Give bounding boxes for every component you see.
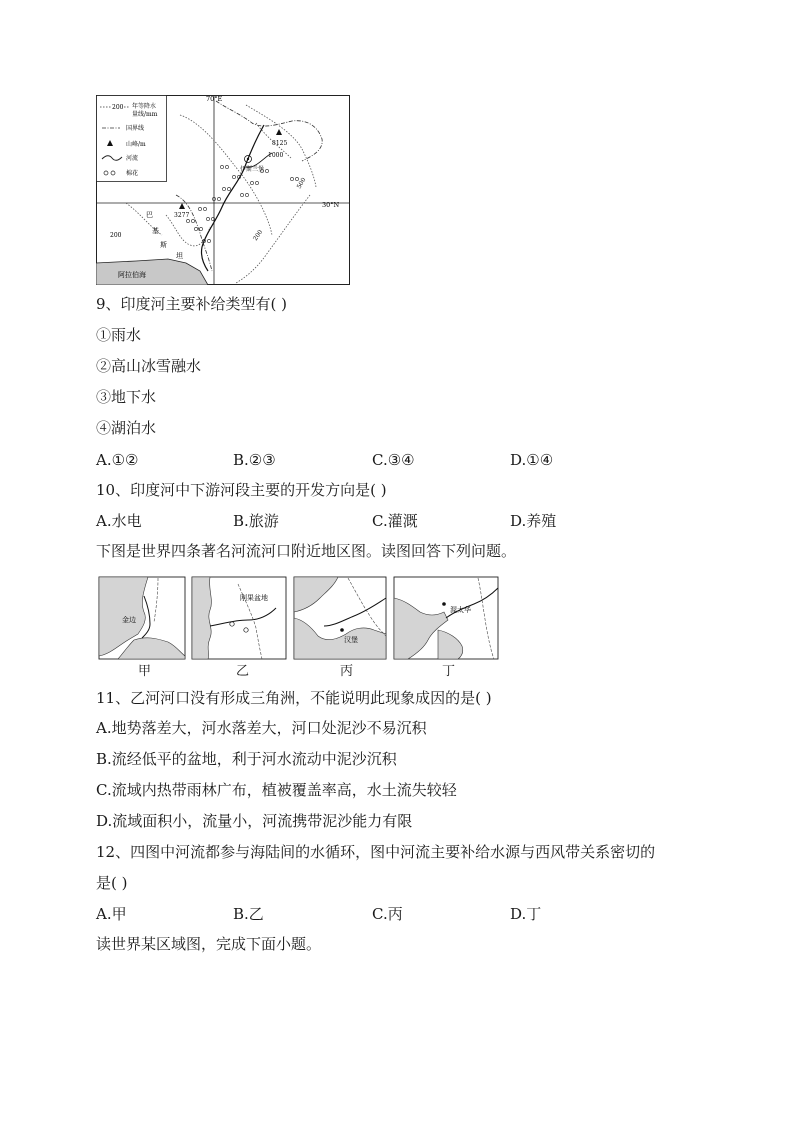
- q12-option-b[interactable]: B.乙: [233, 905, 264, 923]
- q9-option-a[interactable]: A.①②: [96, 451, 139, 469]
- panel-label-yi: 乙: [236, 664, 250, 679]
- panel-jia-map: [99, 577, 185, 659]
- meridian-label: 70°E: [206, 95, 223, 103]
- panel-label-ding: 丁: [442, 664, 456, 679]
- panel-yi-map: [192, 577, 286, 659]
- q11-option-c[interactable]: C.流域内热带雨林广布，植被覆盖率高，水土流失较轻: [96, 781, 457, 799]
- q12-option-a[interactable]: A.甲: [96, 905, 127, 923]
- legend-cotton: 棉花: [126, 170, 139, 177]
- legend-peak: 山峰/m: [126, 141, 146, 148]
- legend-isohyet-text: 年等降水: [132, 103, 157, 110]
- q9-item-2: ②高山冰雪融水: [96, 357, 202, 375]
- city-label: 伊斯兰堡: [240, 166, 265, 173]
- q11-option-d[interactable]: D.流域面积小，流量小，河流携带泥沙能力有限: [96, 812, 413, 830]
- panel-label-jia: 甲: [138, 664, 152, 679]
- legend-isohyet-unit: 量线/mm: [132, 111, 158, 118]
- q9-option-b[interactable]: B.②③: [233, 451, 276, 469]
- country-char-3: 斯: [160, 241, 167, 249]
- iso-200-left-label: 200: [110, 232, 122, 239]
- q10-option-d[interactable]: D.养殖: [510, 512, 557, 530]
- q12-stem-line-2: 是( ): [96, 874, 128, 892]
- label-jinbian: 金边: [122, 616, 136, 624]
- q9-item-4: ④湖泊水: [96, 419, 157, 437]
- iso-1000-label: 1000: [268, 152, 284, 159]
- iso-200-right-label: 200: [251, 228, 265, 243]
- q9-item-3: ③地下水: [96, 388, 157, 406]
- country-char-2: 基: [152, 227, 159, 235]
- q11-option-a[interactable]: A.地势落差大，河水落差大，河口处泥沙不易沉积: [96, 719, 427, 737]
- q9-option-c[interactable]: C.③④: [372, 451, 415, 469]
- q9-option-d[interactable]: D.①④: [510, 451, 554, 469]
- peak-3277-label: 3277: [174, 212, 190, 219]
- panel-bing-map: [294, 577, 386, 659]
- q11-stem: 11、乙河河口没有形成三角洲，不能说明此现象成因的是( ): [96, 689, 492, 707]
- q10-option-b[interactable]: B.旅游: [233, 512, 279, 530]
- q11-option-b[interactable]: B.流经低平的盆地，利于河水流动中泥沙沉积: [96, 750, 397, 768]
- panel-ding-map: [394, 577, 498, 659]
- intro-four-rivers: 下图是世界四条著名河流河口附近地区图。读图回答下列问题。: [96, 542, 517, 560]
- river-mouths-figure: [98, 576, 500, 682]
- country-char-4: 坦: [176, 252, 183, 260]
- q12-option-d[interactable]: D.丁: [510, 905, 542, 923]
- label-ottawa: 渥太华: [450, 606, 471, 614]
- legend-river: 河流: [126, 155, 139, 162]
- country-char-1: 巴: [146, 211, 153, 219]
- q12-stem-line-1: 12、四图中河流都参与海陆间的水循环，图中河流主要补给水源与西风带关系密切的: [96, 843, 656, 861]
- q9-item-1: ①雨水: [96, 326, 142, 344]
- label-hamburg: 汉堡: [344, 636, 358, 644]
- panel-label-bing: 丙: [340, 664, 354, 679]
- q10-option-a[interactable]: A.水电: [96, 512, 142, 530]
- q9-stem: 9、印度河主要补给类型有( ): [96, 295, 288, 313]
- legend-isohyet-value: 200: [112, 104, 124, 111]
- legend-border: 国界线: [126, 125, 145, 132]
- q10-option-c[interactable]: C.灌溉: [372, 512, 418, 530]
- intro-region-map: 读世界某区域图，完成下面小题。: [96, 935, 322, 953]
- parallel-label: 30°N: [322, 201, 340, 209]
- label-congo-basin: 刚果盆地: [240, 594, 268, 602]
- iso-500-label: 500: [295, 176, 308, 190]
- q10-stem: 10、印度河中下游河段主要的开发方向是( ): [96, 481, 387, 499]
- peak-8125-label: 8125: [272, 140, 288, 147]
- sea-label: 阿拉伯海: [118, 271, 146, 279]
- indus-region-map: [96, 95, 350, 285]
- q12-option-c[interactable]: C.丙: [372, 905, 403, 923]
